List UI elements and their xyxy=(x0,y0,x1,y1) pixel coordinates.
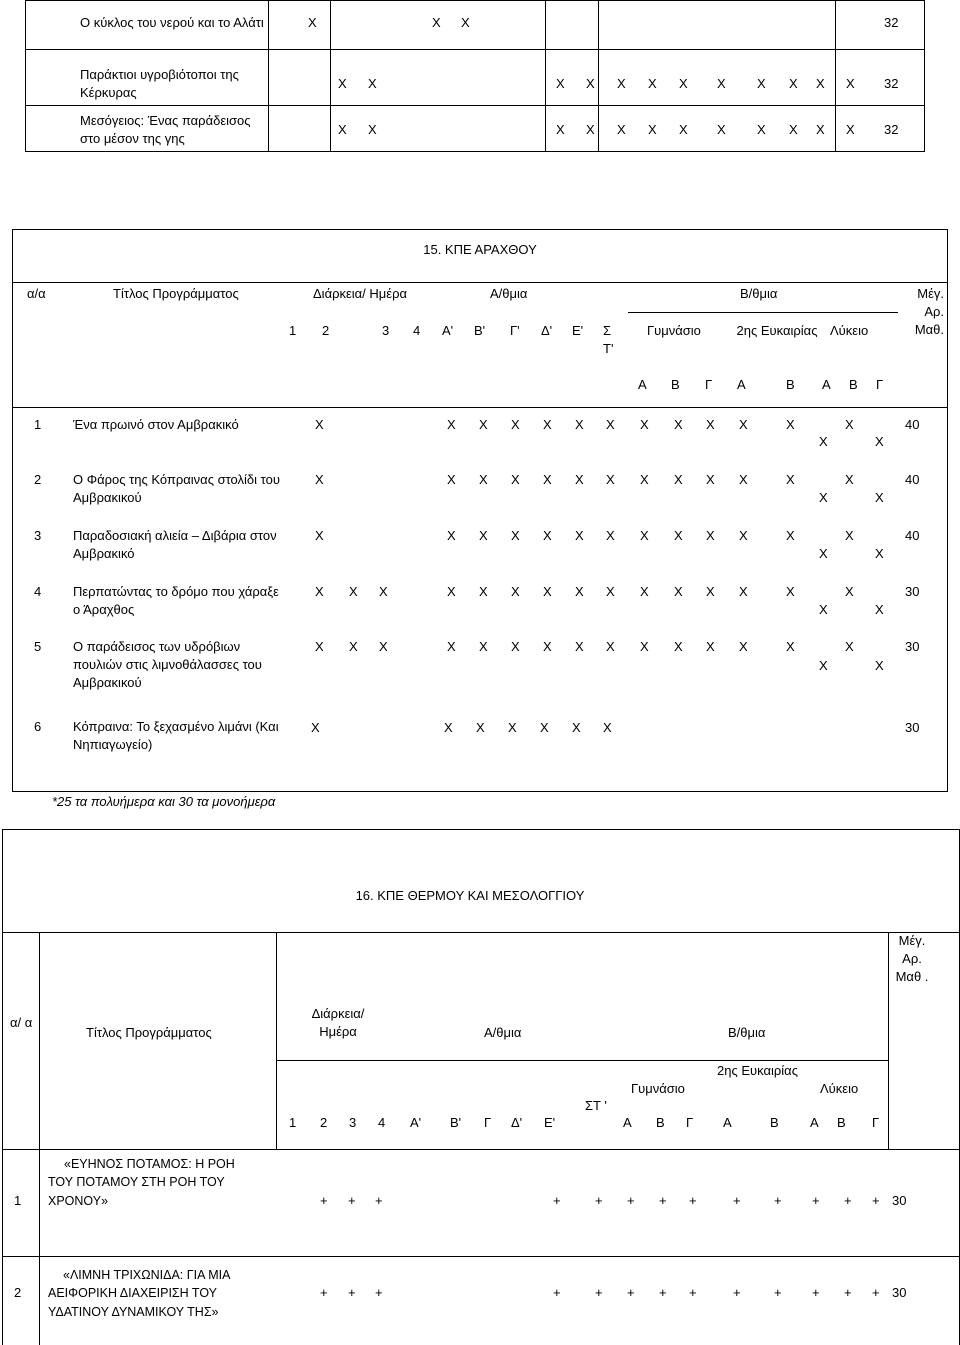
row-mark: X xyxy=(875,546,884,561)
kpe15-sec-class: Γ xyxy=(876,377,884,392)
kpe15-day: 2 xyxy=(322,323,330,338)
row-mark: X xyxy=(606,584,615,599)
kpe15-grade: Β' xyxy=(474,323,486,338)
row-mark: X xyxy=(575,584,584,599)
kpe15-header-secondary: Β/θμια xyxy=(740,286,778,301)
row-title: ΥΔΑΤΙΝΟΥ ΔΥΝΑΜΙΚΟΥ ΤΗΣ» xyxy=(48,1305,219,1319)
row-mark: X xyxy=(640,639,649,654)
kpe15-sec-group: 2ης Ευκαιρίας xyxy=(736,323,818,338)
row-number: 4 xyxy=(34,584,42,599)
row-mark: X xyxy=(706,639,715,654)
row-mark: X xyxy=(349,584,358,599)
kpe16-sec-class: Α xyxy=(810,1115,819,1130)
row-mark: + xyxy=(348,1285,356,1300)
row-mark: + xyxy=(844,1193,852,1208)
row-mark: X xyxy=(674,472,683,487)
top-row-3-total: 32 xyxy=(884,122,899,137)
kpe16-grade: Β' xyxy=(450,1115,462,1130)
row-mark: + xyxy=(872,1193,880,1208)
row-mark: X xyxy=(739,472,748,487)
top-row-1-title: Ο κύκλος του νερού και το Αλάτι xyxy=(80,15,264,30)
row-mark: X xyxy=(603,720,612,735)
row-mark: X xyxy=(739,417,748,432)
kpe16-sec-class: Α xyxy=(623,1115,632,1130)
kpe15-header-max: Μέγ. Αρ. Μαθ. xyxy=(914,286,944,337)
kpe15-sec-group: Λύκειο xyxy=(830,323,869,338)
row-mark: + xyxy=(774,1193,782,1208)
row-title: ΑΕΙΦΟΡΙΚΗ ΔΙΑΧΕΙΡΙΣΗ ΤΟΥ xyxy=(48,1286,217,1300)
top-row-2-total: 32 xyxy=(884,76,899,91)
row-mark: X xyxy=(819,658,828,673)
row-mark: X xyxy=(511,417,520,432)
row-mark: X xyxy=(511,472,520,487)
row-mark: + xyxy=(774,1285,782,1300)
top-row-3-mark: X xyxy=(648,122,657,137)
row-mark: X xyxy=(543,417,552,432)
top-row-3-mark: X xyxy=(816,122,825,137)
row-number: 1 xyxy=(14,1193,22,1208)
row-mark: X xyxy=(543,584,552,599)
row-mark: X xyxy=(311,720,320,735)
row-mark: X xyxy=(875,434,884,449)
row-mark: X xyxy=(315,417,324,432)
row-mark: + xyxy=(553,1193,561,1208)
row-mark: X xyxy=(786,584,795,599)
row-mark: X xyxy=(511,528,520,543)
row-mark: X xyxy=(739,584,748,599)
row-mark: X xyxy=(575,639,584,654)
row-mark: + xyxy=(595,1193,603,1208)
row-mark: X xyxy=(819,434,828,449)
kpe15-grade: Σ Τ' xyxy=(603,323,614,356)
row-mark: X xyxy=(786,417,795,432)
row-mark: + xyxy=(844,1285,852,1300)
row-mark: X xyxy=(315,528,324,543)
row-mark: + xyxy=(733,1285,741,1300)
row-max: 40 xyxy=(905,417,920,432)
row-mark: X xyxy=(606,417,615,432)
row-mark: X xyxy=(845,528,854,543)
row-mark: X xyxy=(875,658,884,673)
row-number: 6 xyxy=(34,719,42,734)
row-mark: + xyxy=(375,1285,383,1300)
top-row-2-mark: X xyxy=(679,76,688,91)
row-mark: X xyxy=(640,584,649,599)
kpe16-sec-class: Γ xyxy=(686,1115,694,1130)
top-row-2-mark: X xyxy=(757,76,766,91)
kpe16-header-primary: Α/θμια xyxy=(484,1025,522,1040)
row-mark: X xyxy=(739,528,748,543)
kpe15-sec-class: Γ xyxy=(705,377,713,392)
top-row-2-mark: X xyxy=(338,76,347,91)
top-row-2-mark: X xyxy=(617,76,626,91)
row-mark: + xyxy=(627,1193,635,1208)
row-title: Ο παράδεισος των υδρόβιων πουλιών στις λιμνοθάλασσες του Αμβρακικού xyxy=(73,639,262,690)
kpe15-grade: Γ' xyxy=(510,323,520,338)
kpe16-header-title: Τίτλος Προγράμματος xyxy=(86,1025,212,1040)
row-mark: X xyxy=(786,639,795,654)
row-title: «ΛΙΜΝΗ ΤΡΙΧΩΝΙΔΑ: ΓΙΑ ΜΙΑ xyxy=(63,1268,231,1282)
row-max: 30 xyxy=(892,1285,907,1300)
row-max: 30 xyxy=(905,584,920,599)
row-mark: X xyxy=(674,639,683,654)
top-row-1-mark: X xyxy=(461,15,470,30)
kpe15-header-aa: α/α xyxy=(27,286,46,301)
row-mark: + xyxy=(320,1285,328,1300)
kpe15-day: 3 xyxy=(382,323,390,338)
row-mark: X xyxy=(819,546,828,561)
row-mark: X xyxy=(479,639,488,654)
row-mark: + xyxy=(659,1285,667,1300)
row-mark: X xyxy=(845,639,854,654)
kpe15-grade: Ε' xyxy=(572,323,584,338)
top-row-2-mark: X xyxy=(846,76,855,91)
row-mark: X xyxy=(875,602,884,617)
kpe16-header-secondary: Β/θμια xyxy=(728,1025,766,1040)
row-mark: X xyxy=(479,472,488,487)
kpe15-sec-class: Β xyxy=(671,377,680,392)
top-row-3-mark: X xyxy=(679,122,688,137)
top-row-3-mark: X xyxy=(586,122,595,137)
row-mark: X xyxy=(447,472,456,487)
row-mark: X xyxy=(606,639,615,654)
row-mark: X xyxy=(447,584,456,599)
row-mark: X xyxy=(786,528,795,543)
row-mark: X xyxy=(674,528,683,543)
kpe15-footnote: *25 τα πολυήμερα και 30 τα μονοήμερα xyxy=(52,794,276,809)
row-max: 40 xyxy=(905,528,920,543)
kpe16-header-aa: α/ α xyxy=(10,1015,33,1030)
kpe15-sec-class: Β xyxy=(786,377,795,392)
row-mark: X xyxy=(479,584,488,599)
row-mark: X xyxy=(315,472,324,487)
top-row-3-mark: X xyxy=(556,122,565,137)
row-mark: X xyxy=(786,472,795,487)
kpe16-day: 4 xyxy=(378,1115,386,1130)
row-mark: X xyxy=(706,528,715,543)
top-row-1-total: 32 xyxy=(884,15,899,30)
row-mark: X xyxy=(640,528,649,543)
row-mark: X xyxy=(640,472,649,487)
row-title: Ο Φάρος της Κόπραινας στολίδι του Αμβρακικού xyxy=(73,472,280,505)
kpe15-sec-group: Γυμνάσιο xyxy=(647,323,701,338)
row-mark: X xyxy=(845,472,854,487)
top-row-3-mark: X xyxy=(789,122,798,137)
kpe16-sec-class: Β xyxy=(837,1115,846,1130)
kpe15-sec-class: Β xyxy=(849,377,858,392)
row-title: ΤΟΥ ΠΟΤΑΜΟΥ ΣΤΗ ΡΟΗ ΤΟΥ xyxy=(48,1175,225,1189)
kpe16-day: 2 xyxy=(320,1115,328,1130)
row-number: 1 xyxy=(34,417,42,432)
row-mark: X xyxy=(349,639,358,654)
row-mark: X xyxy=(739,639,748,654)
row-max: 30 xyxy=(905,720,920,735)
top-row-3-mark: X xyxy=(846,122,855,137)
row-mark: X xyxy=(819,602,828,617)
kpe16-day: 1 xyxy=(289,1115,297,1130)
row-max: 30 xyxy=(905,639,920,654)
row-mark: X xyxy=(706,584,715,599)
top-row-2-mark: X xyxy=(648,76,657,91)
row-mark: + xyxy=(553,1285,561,1300)
top-row-2-mark: X xyxy=(556,76,565,91)
row-mark: + xyxy=(595,1285,603,1300)
row-mark: + xyxy=(627,1285,635,1300)
kpe15-day: 1 xyxy=(289,323,297,338)
kpe15-sec-class: Α xyxy=(737,377,746,392)
row-number: 2 xyxy=(34,472,42,487)
kpe15-header-primary: Α/θμια xyxy=(490,286,528,301)
row-mark: X xyxy=(543,528,552,543)
top-row-2-mark: X xyxy=(816,76,825,91)
row-mark: X xyxy=(540,720,549,735)
kpe15-sec-class: Α xyxy=(638,377,647,392)
row-mark: X xyxy=(511,584,520,599)
row-title: Παραδοσιακή αλιεία – Διβάρια στον Αμβρακικό xyxy=(73,528,277,561)
row-mark: X xyxy=(845,417,854,432)
row-mark: X xyxy=(479,417,488,432)
top-row-2-mark: X xyxy=(368,76,377,91)
row-mark: X xyxy=(606,528,615,543)
row-mark: X xyxy=(575,417,584,432)
top-row-1-mark: X xyxy=(432,15,441,30)
row-mark: + xyxy=(659,1193,667,1208)
kpe16-sec-class: Β xyxy=(770,1115,779,1130)
top-row-2-mark: X xyxy=(586,76,595,91)
kpe16-sec-class: Β xyxy=(656,1115,665,1130)
row-mark: X xyxy=(315,584,324,599)
row-title: «ΕΥΗΝΟΣ ΠΟΤΑΜΟΣ: Η ΡΟΗ xyxy=(64,1157,235,1171)
row-mark: X xyxy=(543,639,552,654)
kpe16-heading: 16. ΚΠΕ ΘΕΡΜΟΥ ΚΑΙ ΜΕΣΟΛΟΓΓΙΟΥ xyxy=(355,888,585,903)
kpe16-grade: ΣΤ ' xyxy=(585,1098,607,1113)
top-row-1-mark: X xyxy=(308,15,317,30)
row-mark: X xyxy=(379,584,388,599)
row-max: 30 xyxy=(892,1193,907,1208)
row-mark: X xyxy=(640,417,649,432)
kpe16-header-duration: Διάρκεια/ Ημέρα xyxy=(311,1006,365,1039)
row-mark: X xyxy=(447,417,456,432)
kpe16-sec-class: Α xyxy=(723,1115,732,1130)
row-mark: X xyxy=(706,417,715,432)
kpe16-sec-class: Γ xyxy=(872,1115,880,1130)
row-mark: X xyxy=(444,720,453,735)
row-max: 40 xyxy=(905,472,920,487)
row-mark: + xyxy=(348,1193,356,1208)
top-row-3-mark: X xyxy=(717,122,726,137)
row-mark: X xyxy=(479,528,488,543)
row-number: 2 xyxy=(14,1285,22,1300)
row-mark: + xyxy=(320,1193,328,1208)
row-mark: X xyxy=(575,472,584,487)
row-mark: + xyxy=(812,1193,820,1208)
row-mark: X xyxy=(875,490,884,505)
kpe15-header-duration: Διάρκεια/ Ημέρα xyxy=(313,286,407,301)
row-mark: X xyxy=(379,639,388,654)
kpe15-heading: 15. ΚΠΕ ΑΡΑΧΘΟΥ xyxy=(423,242,537,257)
row-mark: X xyxy=(819,490,828,505)
row-mark: X xyxy=(315,639,324,654)
row-mark: X xyxy=(543,472,552,487)
top-row-3-title: Μεσόγειος: Ένας παράδεισος στο μέσον της γης xyxy=(80,113,251,146)
row-title: ΧΡΟΝΟΥ» xyxy=(48,1194,109,1208)
row-title: Κόπραινα: Το ξεχασμένο λιμάνι (Και Νηπιαγωγείο) xyxy=(73,719,279,752)
row-mark: X xyxy=(674,417,683,432)
kpe16-grade: Ε' xyxy=(544,1115,556,1130)
kpe16-sec-group: Λύκειο xyxy=(820,1081,859,1096)
row-mark: X xyxy=(575,528,584,543)
kpe16-day: 3 xyxy=(349,1115,357,1130)
row-mark: X xyxy=(511,639,520,654)
kpe16-grade: Γ xyxy=(484,1115,492,1130)
row-mark: X xyxy=(447,639,456,654)
kpe16-sec-group: Γυμνάσιο xyxy=(631,1081,685,1096)
row-mark: X xyxy=(508,720,517,735)
top-row-3-mark: X xyxy=(368,122,377,137)
row-mark: + xyxy=(689,1285,697,1300)
kpe15-header-title: Τίτλος Προγράμματος xyxy=(113,286,239,301)
row-mark: X xyxy=(706,472,715,487)
row-mark: + xyxy=(733,1193,741,1208)
row-title: Περπατώντας το δρόμο που χάραξε ο Άραχθος xyxy=(73,584,279,617)
kpe16-grade: Δ' xyxy=(511,1115,523,1130)
top-row-3-mark: X xyxy=(617,122,626,137)
row-number: 3 xyxy=(34,528,42,543)
top-row-3-mark: X xyxy=(338,122,347,137)
row-mark: + xyxy=(689,1193,697,1208)
row-mark: X xyxy=(606,472,615,487)
row-mark: X xyxy=(674,584,683,599)
top-row-2-mark: X xyxy=(717,76,726,91)
kpe15-grade: Δ' xyxy=(541,323,553,338)
row-title: Ένα πρωινό στον Αμβρακικό xyxy=(73,417,239,432)
kpe16-header-max: Μέγ. Αρ. Μαθ . xyxy=(895,933,929,984)
row-mark: X xyxy=(845,584,854,599)
row-mark: X xyxy=(476,720,485,735)
kpe15-day: 4 xyxy=(413,323,421,338)
top-row-2-mark: X xyxy=(789,76,798,91)
top-row-2-title: Παράκτιοι υγροβιότοποι της Κέρκυρας xyxy=(80,67,239,100)
row-mark: + xyxy=(872,1285,880,1300)
row-mark: + xyxy=(812,1285,820,1300)
kpe16-grade: Α' xyxy=(410,1115,422,1130)
kpe16-sec-group: 2ης Ευκαιρίας xyxy=(717,1063,798,1078)
top-row-3-mark: X xyxy=(757,122,766,137)
row-mark: X xyxy=(572,720,581,735)
row-number: 5 xyxy=(34,639,42,654)
row-mark: + xyxy=(375,1193,383,1208)
row-mark: X xyxy=(447,528,456,543)
kpe15-grade: Α' xyxy=(442,323,454,338)
kpe15-sec-class: Α xyxy=(822,377,831,392)
